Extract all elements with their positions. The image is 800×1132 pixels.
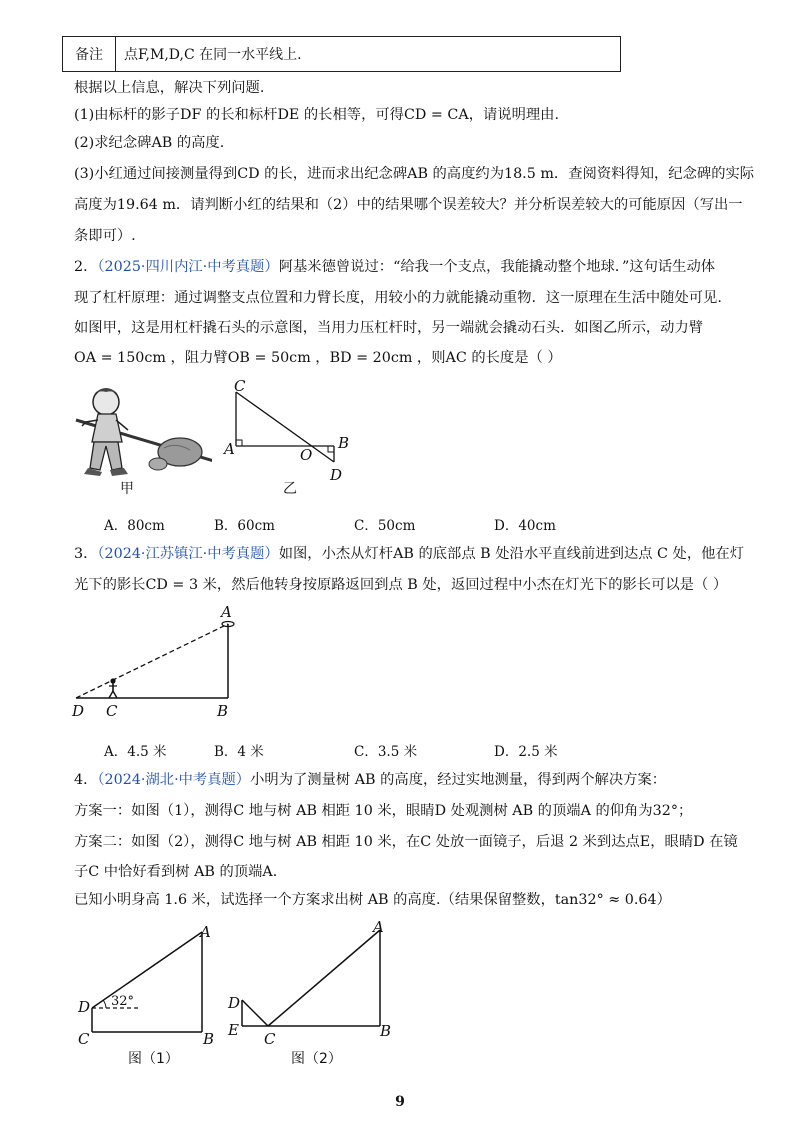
q1-part-2: (2)求纪念碑AB 的高度. <box>74 135 225 151</box>
q4-text-1: 小明为了测量树 AB 的高度，经过实地测量，得到两个解决方案： <box>250 772 667 788</box>
fig1-label-C: C <box>78 1030 90 1048</box>
q1-part-1: (1)由标杆的影子DF 的长和标杆DE 的长相等，可得CD = CA，请说明理由. <box>74 107 560 123</box>
q3-option-d[interactable]: D．2.5 米 <box>494 744 558 760</box>
fig2-label-D: D <box>228 994 241 1012</box>
q3-number: 3． <box>74 546 98 562</box>
fig2-label-B: B <box>380 1022 392 1040</box>
q3-label-A: A <box>221 603 232 621</box>
q4-line-3: 方案二：如图（2），测得C 地与树 AB 相距 10 米，在C 处放一面镜子，后退 2 米到达点E，眼睛D 在镜 <box>74 834 738 850</box>
q4-line-2: 方案一：如图（1），测得C 地与树 AB 相距 10 米，眼睛D 处观测树 AB 的顶端A 的仰角为32°； <box>74 803 693 819</box>
fig-yi-caption: 乙 <box>283 481 297 497</box>
note-text: 点F,M,D,C 在同一水平线上. <box>124 47 302 63</box>
q3-text-1: 如图，小杰从灯杆AB 的底部点 B 处沿水平直线前进到达点 C 处，他在灯 <box>278 546 745 562</box>
fig1-label-B: B <box>203 1030 215 1048</box>
q2-line-4: OA = 150cm ，阻力臂OB = 50cm ，BD = 20cm ，则AC 的长度是（ ） <box>74 350 562 366</box>
q4-line-1 <box>74 770 666 790</box>
fig2-caption: 图（2） <box>291 1051 342 1067</box>
q2-line-1 <box>74 257 715 277</box>
plan-two-diagram <box>230 920 390 1040</box>
q3-label-D: D <box>72 702 85 720</box>
fig-yi-label-D: D <box>330 466 343 484</box>
q2-option-d[interactable]: D．40cm <box>494 518 556 534</box>
q3-option-a[interactable]: A．4.5 米 <box>104 744 167 760</box>
fig1-caption: 图（1） <box>128 1051 179 1067</box>
q3-line-2: 光下的影长CD = 3 米，然后他转身按原路返回到点 B 处，返回过程中小杰在灯光下的影长可以是（ ） <box>74 577 728 593</box>
lever-person-illustration <box>72 380 212 500</box>
fig1-angle-label: 32° <box>111 994 135 1009</box>
note-table <box>62 36 621 72</box>
intro-text: 根据以上信息，解决下列问题. <box>74 80 265 96</box>
q2-text-1: 阿基米德曾说过：“给我一个支点，我能撬动整个地球．”这句话生动体 <box>278 259 716 275</box>
q3-option-c[interactable]: C．3.5 米 <box>354 744 418 760</box>
q3-label-B: B <box>217 702 229 720</box>
q2-source: （2025·四川内江·中考真题） <box>97 259 279 275</box>
q4-number: 4． <box>74 772 98 788</box>
q2-option-b[interactable]: B．60cm <box>214 518 275 534</box>
lamp-shadow-diagram <box>72 606 242 706</box>
fig2-label-E: E <box>228 1021 239 1039</box>
page-number: 9 <box>395 1094 405 1110</box>
q3-label-C: C <box>106 702 118 720</box>
fig-yi-label-O: O <box>300 446 313 464</box>
q1-part-3b: 高度为19.64 m．请判断小红的结果和（2）中的结果哪个误差较大？并分析误差较大的可能原因（写出一 <box>74 197 743 213</box>
q2-line-3: 如图甲，这是用杠杆撬石头的示意图，当用力压杠杆时，另一端就会撬动石头．如图乙所示，动力臂 <box>74 320 704 336</box>
fig-yi-label-A: A <box>224 440 235 458</box>
q4-line-5: 已知小明身高 1.6 米，试选择一个方案求出树 AB 的高度.（结果保留整数，tan32° ≈ 0.64） <box>74 892 671 908</box>
fig-yi-label-B: B <box>338 434 350 452</box>
fig-jia-caption: 甲 <box>120 481 134 497</box>
q4-line-4: 子C 中恰好看到树 AB 的顶端A． <box>74 864 287 880</box>
fig2-label-C: C <box>264 1030 276 1048</box>
q1-part-3a: (3)小红通过间接测量得到CD 的长，进而求出纪念碑AB 的高度约为18.5 m．查阅资料得知，纪念碑的实际 <box>74 166 755 182</box>
q2-line-2: 现了杠杆原理：通过调整支点位置和力臂长度，用较小的力就能撬动重物．这一原理在生活中随处可见. <box>74 290 722 306</box>
fig1-label-A: A <box>200 923 211 941</box>
q2-number: 2． <box>74 259 98 275</box>
fig1-label-D: D <box>78 998 91 1016</box>
q3-line-1 <box>74 544 744 564</box>
fig-yi-label-C: C <box>234 377 246 395</box>
q4-source: （2024·湖北·中考真题） <box>97 772 251 788</box>
q1-part-3c: 条即可）. <box>74 228 136 244</box>
fig2-label-A: A <box>373 918 384 936</box>
q2-option-c[interactable]: C．50cm <box>354 518 416 534</box>
note-label: 备注 <box>63 37 116 71</box>
q2-option-a[interactable]: A．80cm <box>104 518 165 534</box>
q3-option-b[interactable]: B．4 米 <box>214 744 264 760</box>
q3-source: （2024·江苏镇江·中考真题） <box>97 546 279 562</box>
plan-one-diagram <box>80 920 220 1040</box>
